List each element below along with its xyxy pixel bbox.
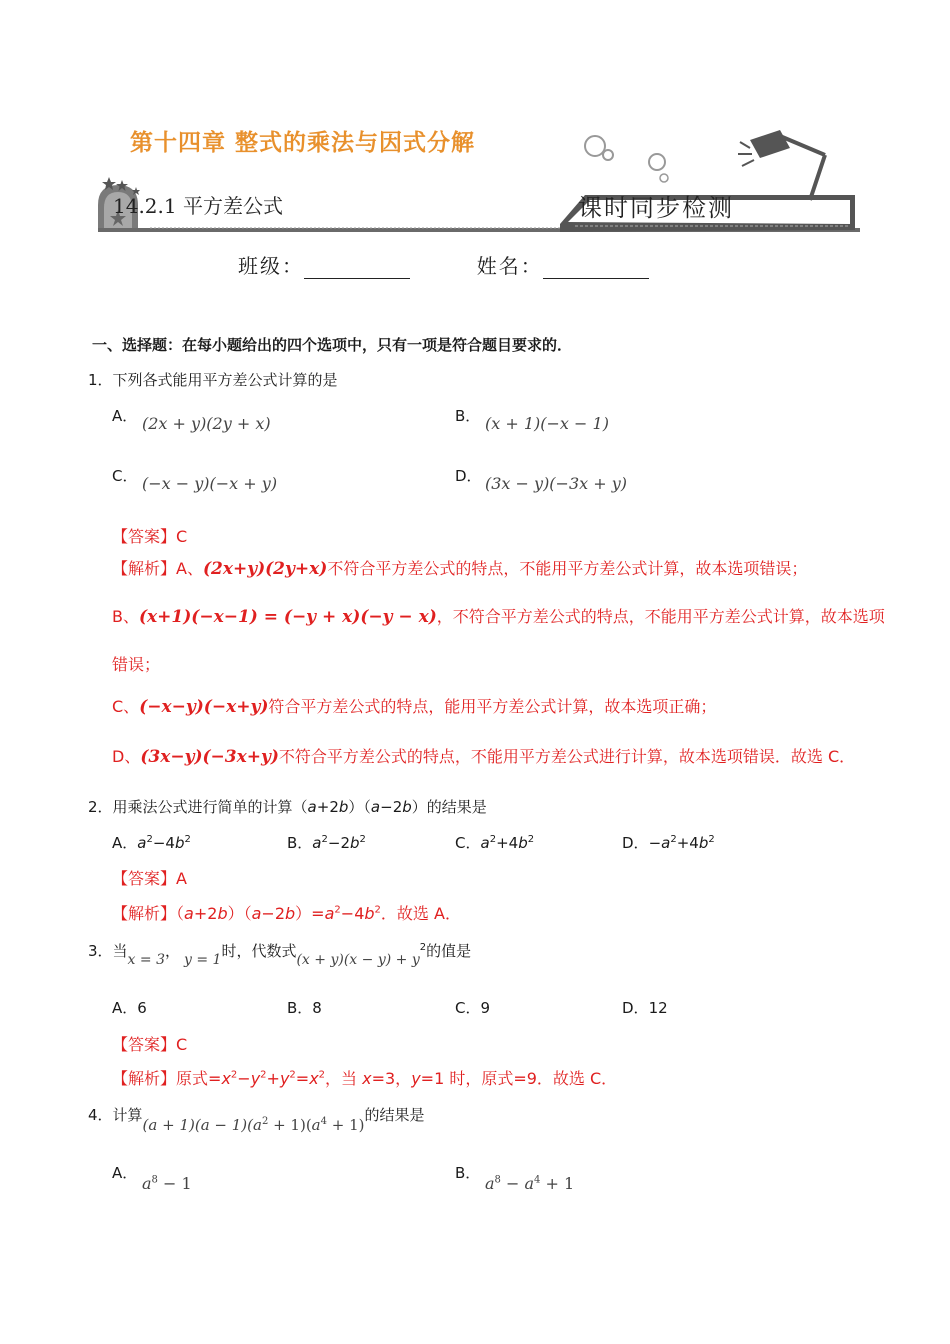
header-decoration: [90, 100, 865, 240]
q1-opt-d-label[interactable]: D．: [455, 467, 482, 485]
q1-opt-c: (−x − y)(−x + y): [142, 474, 278, 493]
q2-opt-d[interactable]: D．$-a^2+4b^2$: [622, 834, 715, 852]
q3-stem: 3．当x = 3， y = 1时，代数式$(x + y)(x - y) + y^2$的值是: [88, 942, 472, 968]
q2-opt-c[interactable]: C．$a^2+4b^2$: [455, 834, 535, 852]
q3-answer: 【答案】C: [112, 1035, 188, 1054]
section-heading: 一、选择题：在每小题给出的四个选项中，只有一项是符合题目要求的．: [92, 336, 573, 354]
q1-opt-a-label[interactable]: A．: [112, 407, 138, 425]
q4-opt-b: $a^8 - a^4 + 1$: [485, 1174, 575, 1193]
q1-answer: 【答案】C: [112, 527, 188, 546]
name-field[interactable]: [543, 258, 649, 279]
q1-opt-d: (3x − y)(−3x + y): [485, 474, 628, 493]
name-label: 姓名：: [476, 254, 543, 278]
q1-opt-c-label[interactable]: C．: [112, 467, 138, 485]
bubble-icon: [585, 136, 605, 156]
q1-opt-a: (2x + y)(2y + x): [142, 414, 271, 433]
q4-opt-b-label[interactable]: B．: [455, 1164, 481, 1182]
q1-stem: 1．下列各式能用平方差公式计算的是: [88, 371, 338, 389]
class-label: 班级：: [238, 254, 304, 278]
chapter-title: 第十四章 整式的乘法与因式分解: [130, 130, 476, 156]
desk-lamp-icon: [738, 130, 825, 200]
q1-analysis-d: D、(3x−y)(−3x+y)不符合平方差公式的特点，不能用平方差公式进行计算，故本选项错误．故选 C．: [112, 747, 856, 767]
q2-opt-a[interactable]: A．$a^2-4b^2$: [112, 834, 191, 852]
q1-analysis-b-cont: 错误；: [112, 655, 161, 674]
section-title: 14.2.1 平方差公式: [113, 194, 283, 218]
q4-stem: 4．计算$(a + 1)(a - 1)(a^2 + 1)(a^4 + 1)$的结果是: [88, 1106, 425, 1134]
q2-opt-b[interactable]: B．$a^2-2b^2$: [287, 834, 366, 852]
q3-analysis: 【解析】原式$=x^2-y^2+y^2=x^2$，当 x=3，y=1 时，原式=9．故选 C．: [112, 1069, 618, 1088]
q1-opt-b-label[interactable]: B．: [455, 407, 481, 425]
banner-text: 课时同步检测: [578, 194, 734, 222]
q2-answer: 【答案】A: [112, 869, 187, 888]
class-field[interactable]: [304, 258, 410, 279]
q1-analysis-b: B、(x+1)(−x−1) = (−y + x)(−y − x)，不符合平方差公式的特点，不能用平方差公式计算，故本选项: [112, 607, 885, 627]
q3-opt-b[interactable]: B．8: [287, 999, 322, 1017]
q3-opt-d[interactable]: D．12: [622, 999, 668, 1017]
q3-opt-c[interactable]: C．9: [455, 999, 491, 1017]
q1-analysis-a: 【解析】A、(2x+y)(2y+x)不符合平方差公式的特点，不能用平方差公式计算，故本选项错误；: [112, 559, 808, 579]
q2-stem: 2．用乘法公式进行简单的计算（a+2b）（a−2b）的结果是: [88, 798, 487, 816]
q4-opt-a: $a^8 - 1$: [142, 1174, 192, 1193]
q4-opt-a-label[interactable]: A．: [112, 1164, 138, 1182]
q2-analysis: 【解析】$(a+2b)(a-2b)=a^2-4b^2$．故选 A．: [112, 904, 461, 923]
class-name-line: [238, 250, 649, 279]
q1-analysis-c: C、(−x−y)(−x+y)符合平方差公式的特点，能用平方差公式计算，故本选项正确；: [112, 697, 717, 717]
q3-opt-a[interactable]: A．6: [112, 999, 147, 1017]
q1-opt-b: (x + 1)(−x − 1): [485, 414, 609, 433]
